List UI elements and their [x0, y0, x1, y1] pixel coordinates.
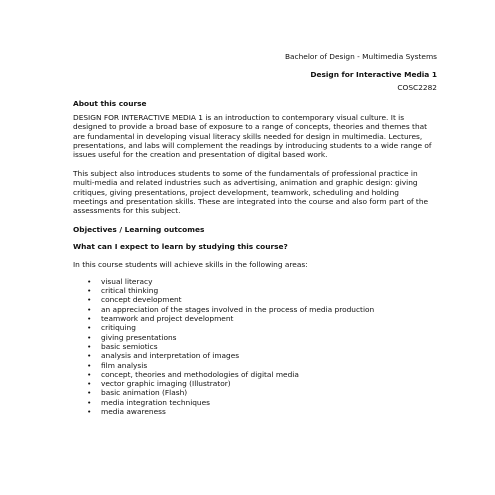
bullet-icon: •	[87, 341, 92, 351]
bullet-icon: •	[87, 360, 92, 370]
list-item-text: concept, theories and methodologies of digital media	[101, 369, 299, 379]
list-item	[73, 342, 433, 351]
list-item	[73, 314, 433, 323]
document-body	[73, 99, 433, 416]
bullet-icon: •	[87, 276, 92, 286]
bullet-icon: •	[87, 388, 92, 398]
list-item-text: media awareness	[101, 407, 166, 416]
list-item	[73, 333, 433, 342]
bullet-icon: •	[87, 351, 92, 361]
about-heading: About this course	[73, 99, 147, 108]
list-item-text: film analysis	[101, 360, 148, 370]
bullet-icon: •	[87, 314, 92, 324]
list-item-text: vector graphic imaging (Illustrator)	[101, 379, 231, 389]
list-item	[73, 286, 433, 295]
list-item-text: basic animation (Flash)	[101, 388, 188, 398]
list-item	[73, 370, 433, 379]
list-item-text: giving presentations	[101, 332, 177, 342]
list-item	[73, 277, 433, 286]
list-item	[73, 388, 433, 397]
list-item-text: teamwork and project development	[101, 314, 234, 324]
list-item	[73, 379, 433, 388]
list-item	[73, 361, 433, 370]
bullet-icon: •	[87, 332, 92, 342]
bullet-icon: •	[87, 379, 92, 389]
objectives-question: What can I expect to learn by studying this course?	[73, 242, 288, 252]
bullet-icon: •	[87, 397, 92, 407]
list-item-text: analysis and interpretation of images	[101, 351, 240, 361]
bullet-icon: •	[87, 295, 92, 305]
about-paragraph-1: DESIGN FOR INTERACTIVE MEDIA 1 is an introduction to contemporary visual culture. It is designed to provide a broad base of exposure to a range of concepts, theories and themes that are fundamental in developing visual literacy skills needed for design in multimedia. Lectures, presentations, and labs will complement the readings by introducing students to a wide range of issues useful for the creation and presentation of digital based work.	[73, 113, 432, 160]
list-item-text: concept development	[101, 295, 182, 305]
list-item-text: critiquing	[101, 323, 136, 333]
bullet-icon: •	[87, 323, 92, 333]
course-code: COSC2282	[397, 83, 437, 92]
document-header	[285, 50, 437, 94]
list-item	[73, 305, 433, 314]
bullet-icon: •	[87, 369, 92, 379]
list-item	[73, 323, 433, 332]
list-item	[73, 398, 433, 407]
program-name: Bachelor of Design - Multimedia Systems	[284, 52, 437, 61]
list-item	[73, 407, 433, 416]
list-item-text: basic semiotics	[101, 341, 158, 351]
list-item-text: an appreciation of the stages involved in the process of media production	[101, 304, 375, 314]
list-item	[73, 351, 433, 360]
objectives-heading: Objectives / Learning outcomes	[73, 225, 205, 235]
bullet-icon: •	[87, 286, 92, 296]
list-item-text: critical thinking	[101, 286, 159, 296]
list-item-text: media integration techniques	[101, 397, 211, 407]
list-item	[73, 295, 433, 304]
course-title: Design for Interactive Media 1	[310, 70, 437, 79]
bullet-icon: •	[87, 304, 92, 314]
bullet-icon: •	[87, 407, 92, 416]
about-paragraph-2: This subject also introduces students to some of the fundamentals of professional practice in multi-media and related industries such as advertising, animation and graphic design: giving critiques, giving presentations, project development, teamwork, scheduling and holding meetings and presentation skills. These are integrated into the course and also form part of the assessments for this subject.	[73, 169, 429, 216]
skills-list	[73, 277, 433, 416]
list-item-text: visual literacy	[101, 276, 153, 286]
objectives-intro: In this course students will achieve skills in the following areas:	[73, 259, 308, 269]
